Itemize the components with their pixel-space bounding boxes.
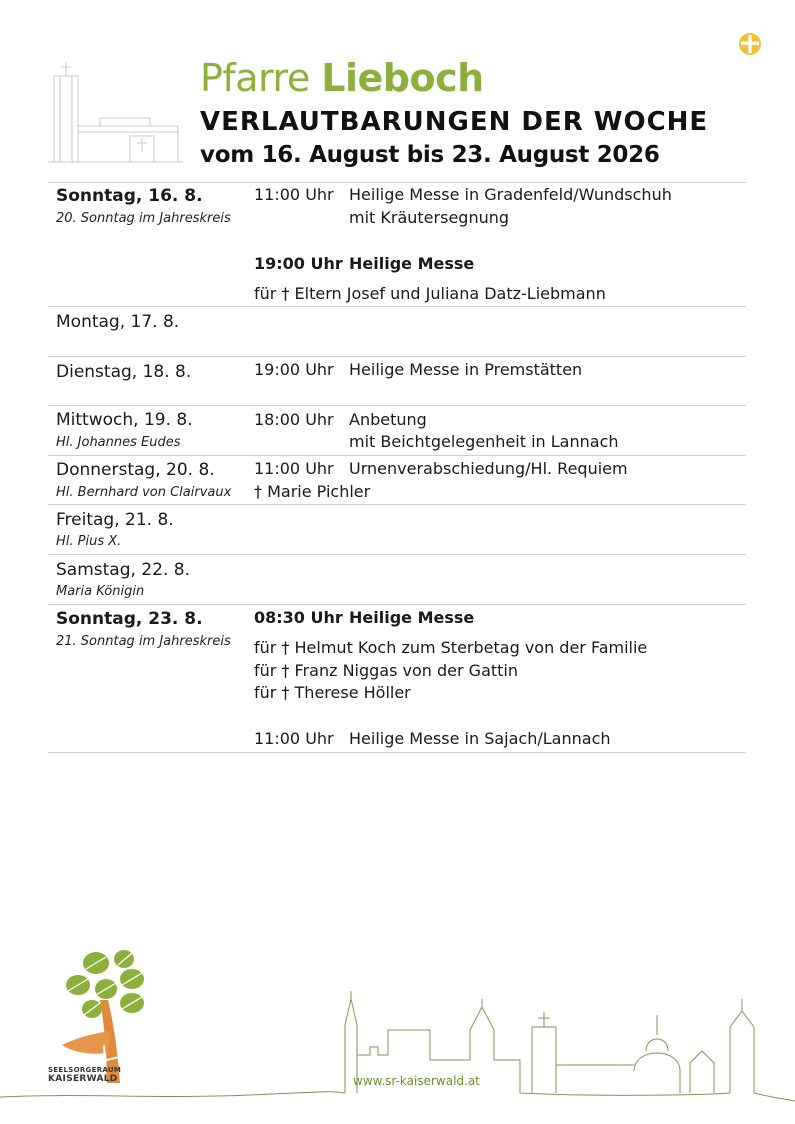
website-link[interactable]: www.sr-kaiserwald.at [353, 1074, 480, 1088]
time-label: 19:00 Uhr [254, 254, 343, 273]
feast-label: Maria Königin [56, 584, 145, 599]
row-divider [48, 405, 746, 406]
event-description: mit Beichtgelegenheit in Lannach [349, 432, 619, 451]
time-label: 08:30 Uhr [254, 608, 343, 627]
day-label: Samstag, 22. 8. [56, 560, 190, 580]
parish-name: Lieboch [321, 56, 484, 100]
day-label: Sonntag, 16. 8. [56, 186, 203, 206]
event-description: Heilige Messe [349, 608, 475, 627]
feast-label: Hl. Pius X. [56, 534, 122, 549]
intention-note: † Marie Pichler [254, 482, 371, 501]
event-description: Heilige Messe [349, 254, 475, 273]
time-label: 11:00 Uhr [254, 729, 334, 748]
row-divider [48, 752, 746, 753]
row-divider [48, 306, 746, 307]
page-title: VERLAUTBARUNGEN DER WOCHE [200, 107, 709, 137]
event-description: mit Kräutersegnung [349, 208, 510, 227]
row-divider [48, 554, 746, 555]
row-divider [48, 182, 746, 183]
row-divider [48, 604, 746, 605]
logo-line-2: KAISERWALD [48, 1074, 118, 1084]
time-label: 19:00 Uhr [254, 360, 334, 379]
date-range: vom 16. August bis 23. August 2026 [200, 142, 660, 168]
feast-label: Hl. Bernhard von Clairvaux [56, 485, 232, 500]
event-description: Urnenverabschiedung/Hl. Requiem [349, 459, 628, 478]
day-label: Montag, 17. 8. [56, 312, 180, 332]
time-label: 11:00 Uhr [254, 459, 334, 478]
logo-line-1: SEELSORGERAUM [48, 1066, 122, 1074]
intention-note: für † Eltern Josef und Juliana Datz-Liebmann [254, 284, 606, 303]
day-label: Donnerstag, 20. 8. [56, 460, 215, 480]
feast-label: 20. Sonntag im Jahreskreis [56, 211, 231, 226]
parish-prefix: Pfarre [200, 56, 322, 100]
row-divider [48, 504, 746, 505]
time-label: 18:00 Uhr [254, 410, 334, 429]
intention-note: für † Therese Höller [254, 683, 411, 702]
feast-label: 21. Sonntag im Jahreskreis [56, 634, 231, 649]
day-label: Sonntag, 23. 8. [56, 609, 203, 629]
row-divider [48, 455, 746, 456]
cross-logo-icon [738, 32, 762, 56]
event-description: Heilige Messe in Gradenfeld/Wundschuh [349, 185, 672, 204]
time-label: 11:00 Uhr [254, 185, 334, 204]
church-sketch-icon [48, 60, 183, 165]
day-label: Mittwoch, 19. 8. [56, 410, 193, 430]
feast-label: Hl. Johannes Eudes [56, 435, 181, 450]
intention-note: für † Helmut Koch zum Sterbetag von der Familie [254, 638, 648, 657]
intention-note: für † Franz Niggas von der Gattin [254, 661, 519, 680]
event-description: Heilige Messe in Premstätten [349, 360, 583, 379]
day-label: Dienstag, 18. 8. [56, 362, 192, 382]
row-divider [48, 356, 746, 357]
day-label: Freitag, 21. 8. [56, 510, 174, 530]
parish-title [200, 56, 484, 100]
event-description: Anbetung [349, 410, 427, 429]
event-description: Heilige Messe in Sajach/Lannach [349, 729, 611, 748]
